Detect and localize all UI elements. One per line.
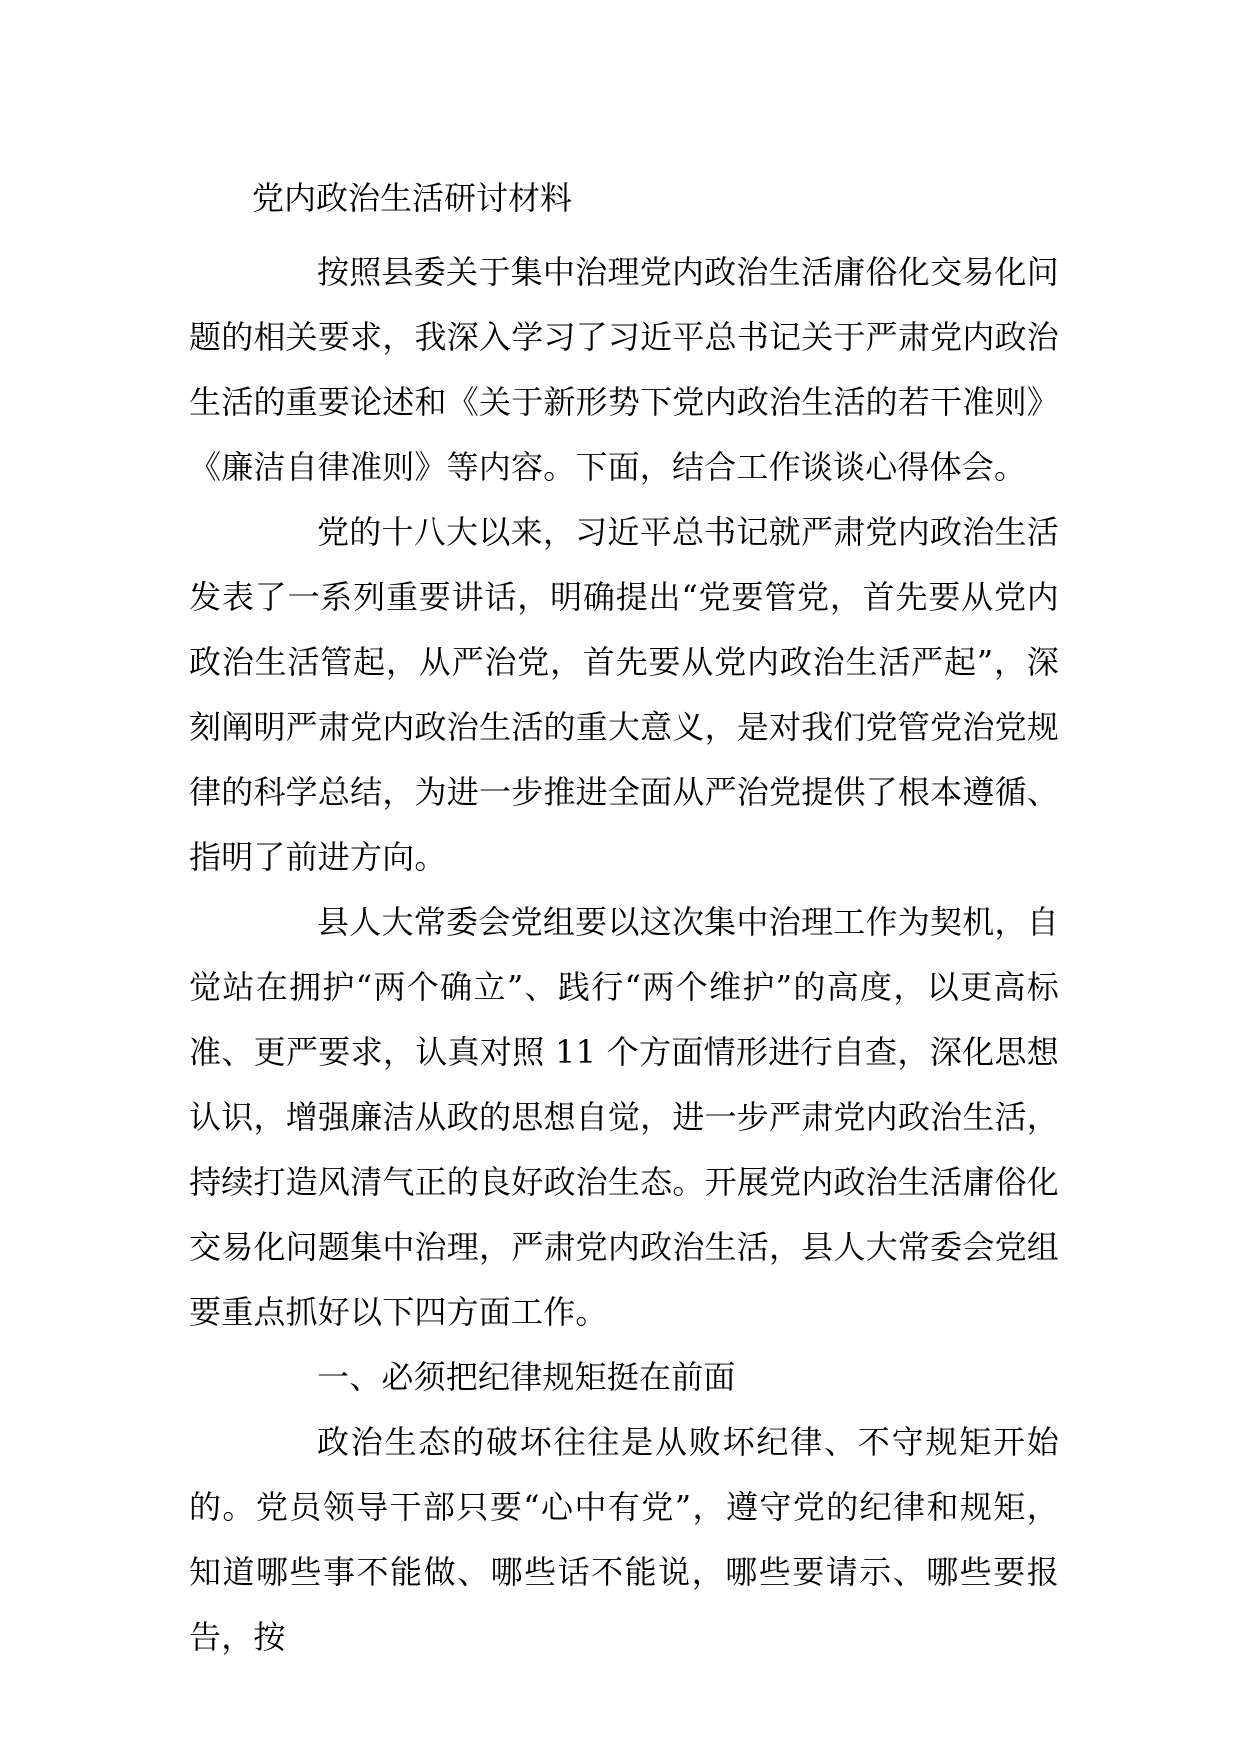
paragraph-background: 党的十八大以来，习近平总书记就严肃党内政治生活发表了一系列重要讲话，明确提出“党要管党，首先要从党内政治生活管起，从严治党，首先要从党内政治生活严起”，深刻阐明严肃党内政治生活的重大意义，是对我们党管党治党规律的科学总结，为进一步推进全面从严治党提供了根本遵循、指明了前进方向。 bbox=[189, 513, 1059, 876]
paragraph-intro: 按照县委关于集中治理党内政治生活庸俗化交易化问题的相关要求，我深入学习了习近平总书记关于严肃党内政治生活的重要论述和《关于新形势下党内政治生活的若干准则》《廉洁自律准则》等内容。下面，结合工作谈谈心得体会。 bbox=[189, 253, 1059, 486]
document-title: 党内政治生活研讨材料 bbox=[252, 179, 573, 217]
document-body bbox=[189, 240, 1059, 1670]
paragraph-discipline: 政治生态的破坏往往是从败坏纪律、不守规矩开始的。党员领导干部只要“心中有党”，遵守党的纪律和规矩，知道哪些事不能做、哪些话不能说，哪些要请示、哪些要报告，按 bbox=[189, 1423, 1059, 1656]
paragraph-task: 县人大常委会党组要以这次集中治理工作为契机，自觉站在拥护“两个确立”、践行“两个维护”的高度，以更高标准、更严要求，认真对照 11 个方面情形进行自查，深化思想认识，增强廉洁从政的思想自觉，进一步严肃党内政治生活，持续打造风清气正的良好政治生态。开展党内政治生活庸俗化交易化问题集中治理，严肃党内政治生活，县人大常委会党组要重点抓好以下四方面工作。 bbox=[189, 903, 1059, 1331]
section-heading-1: 一、必须把纪律规矩挺在前面 bbox=[317, 1358, 736, 1396]
